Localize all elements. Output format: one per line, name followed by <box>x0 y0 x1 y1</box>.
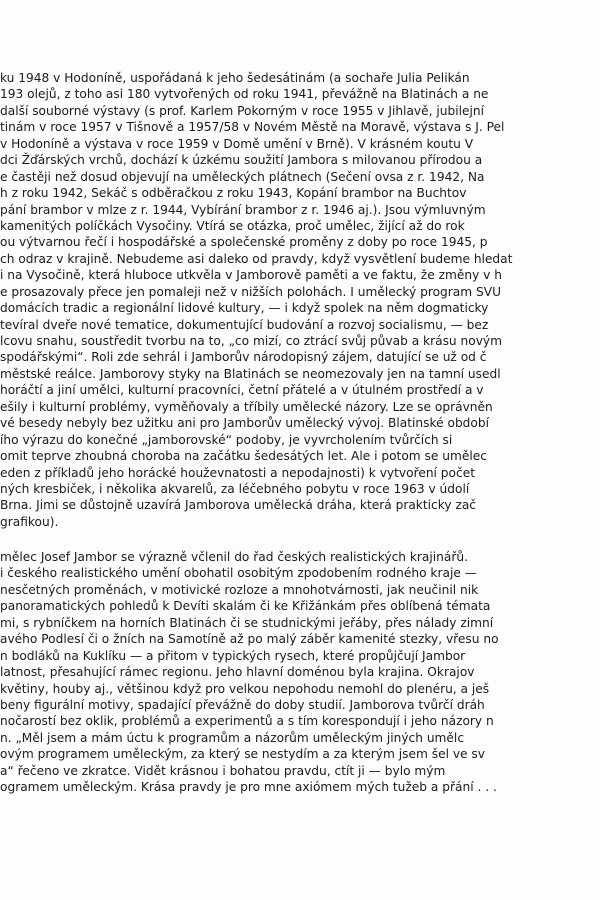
text-line: mi, s rybníčkem na horních Blatinách či se studnickými jeřáby, přes nálady zimní <box>0 615 494 630</box>
text-line: avého Podlesí či o žních na Samotíně až po malý záběr kamenité stezky, vřesu no <box>0 632 499 647</box>
text-line: Brna. Jimi se důstojně uzavírá Jamborova umělecká dráha, která prakticky zač <box>0 498 477 513</box>
text-line: 193 olejů, z toho asi 180 vytvořených od roku 1941, převážně na Blatinách a ne <box>0 87 489 102</box>
text-line: e častěji než dosud objevují na uměleckých plátnech (Sečení ovsa z r. 1942, Na <box>0 169 485 184</box>
text-line: ných kresbiček, i několika akvarelů, za léčebného pobytu v roce 1963 v údolí <box>0 481 470 496</box>
text-line: nesčetných proměnách, v motivické rozloze a mnohotvárnosti, jak neučinil nik <box>0 582 479 597</box>
text-line: omit teprve zhoubná choroba na začátku šedesátých let. Ale i potom se umělec <box>0 449 487 464</box>
text-line: kamenitých políčkách Vysočiny. Vtírá se otázka, proč umělec, žijící až do rok <box>0 218 465 233</box>
text-line: tevíral dveře nové tematice, dokumentující budování a rozvoj socialismu, — bez <box>0 317 489 332</box>
text-line: ku 1948 v Hodoníně, uspořádaná k jeho šedesátinám (a sochaře Julia Pelikán <box>0 71 470 85</box>
text-line: další souborné výstavy (s prof. Karlem Pokorným v roce 1955 v Jihlavě, jubilejní <box>0 103 484 118</box>
text-line: latnost, přesahující rámec regionu. Jeho hlavní doménou byla krajina. Okrajov <box>0 665 475 680</box>
text-line: nočarostí bez oklik, problémů a experimentů a s tím korespondují i jeho názory n <box>0 714 494 729</box>
text-line: domácích tradic a regionální lidové kultury, — i když spolek na něm dogmaticky <box>0 301 489 316</box>
text-line: ogramem uměleckým. Krása pravdy je pro mne axiómem mých tužeb a přání . . . <box>0 780 497 795</box>
text-line: lcovu snahu, soustředit tvorbu na to, „co mizí, co ztrácí svůj půvab a krásu novým <box>0 334 502 348</box>
text-line: ou výtvarnou řečí i hospodářské a společenské proměny z doby po roce 1945, p <box>0 235 488 250</box>
text-line: městské reálce. Jamborovy styky na Blatinách se neomezovaly jen na tamní usedl <box>0 366 501 381</box>
text-line: spodářskými“. Roli zde sehrál i Jamborův národopisný zájem, datující se už od č <box>0 350 487 365</box>
text-line: a“ řečeno ve zkratce. Vidět krásnou i bohatou pravdu, ctít ji — bylo mým <box>0 763 446 778</box>
text-line: ešily i kulturní problémy, vyměňovaly a tříbily umělecké názory. Lze se oprávněn <box>0 399 493 414</box>
text-line: ch odraz v krajině. Nebudeme asi daleko od pravdy, když vysvětlení budeme hledat <box>0 251 513 266</box>
text-line: dci Žďárských vrchů, dochází k úzkému soužití Jambora s milovanou přírodou a <box>0 153 483 168</box>
text-line: tinám v roce 1957 v Tišnově a 1957/58 v Novém Městě na Moravě, výstava s J. Pel <box>0 120 505 135</box>
text-line: i českého realistického umění obohatil osobitým zpodobením rodného kraje — <box>0 566 477 581</box>
text-line: květiny, houby aj., většinou když pro velkou nepohodu nemohl do plenéru, a ješ <box>0 681 490 696</box>
text-line: pání brambor v mlze z r. 1944, Vybírání brambor z r. 1946 aj.). Jsou výmluvným <box>0 202 486 217</box>
text-line: ího výrazu do konečné „jamborovské“ podoby, je vyvrcholením tvůrčích si <box>0 432 453 447</box>
text-line: n bodláků na Kuklíku — a přitom v typických rysech, které propůjčují Jambor <box>0 648 466 663</box>
text-line: ovým programem uměleckým, za který se nestydím a za kterým jsem šel ve sv <box>0 747 485 762</box>
text-line: grafikou). <box>0 514 59 529</box>
text-line: mělec Josef Jambor se výrazně včlenil do řad českých realistických krajinářů. <box>0 550 468 564</box>
text-line: beny figurální motivy, spadající převážně do doby studií. Jamborova tvůrčí dráh <box>0 697 485 712</box>
text-line: i na Vysočině, která hluboce utkvěla v Jamborově paměti a ve faktu, že změny v h <box>0 268 502 283</box>
text-line: vé besedy nebyly bez užitku ani pro Jamborův umělecký vývoj. Blatinské období <box>0 416 489 431</box>
text-line: eden z příkladů jeho horácké houževnatosti a nepodajnosti) k vytvoření počet <box>0 465 475 480</box>
paragraph-realist-landscape <box>0 549 600 796</box>
text-line: horáčtí a jiní umělci, kulturní pracovníci, četní přátelé a v útulném prostředí a v <box>0 383 484 398</box>
text-line: e prosazovaly přece jen pomaleji než v nižších polohách. I umělecký program SVU <box>0 284 502 299</box>
text-line: panoramatických pohledů k Devíti skalám či ke Křižánkám přes oblíbená témata <box>0 599 491 614</box>
paragraph-blatiny-period <box>0 70 600 530</box>
text-line: h z roku 1942, Sekáč s odběračkou z roku 1943, Kopání brambor na Buchtov <box>0 186 467 201</box>
text-line: v Hodoníně a výstava v roce 1959 v Domě umění v Brně). V krásném koutu V <box>0 136 474 151</box>
text-line: n. „Měl jsem a mám úctu k programům a názorům uměleckým jiných umělc <box>0 730 465 745</box>
